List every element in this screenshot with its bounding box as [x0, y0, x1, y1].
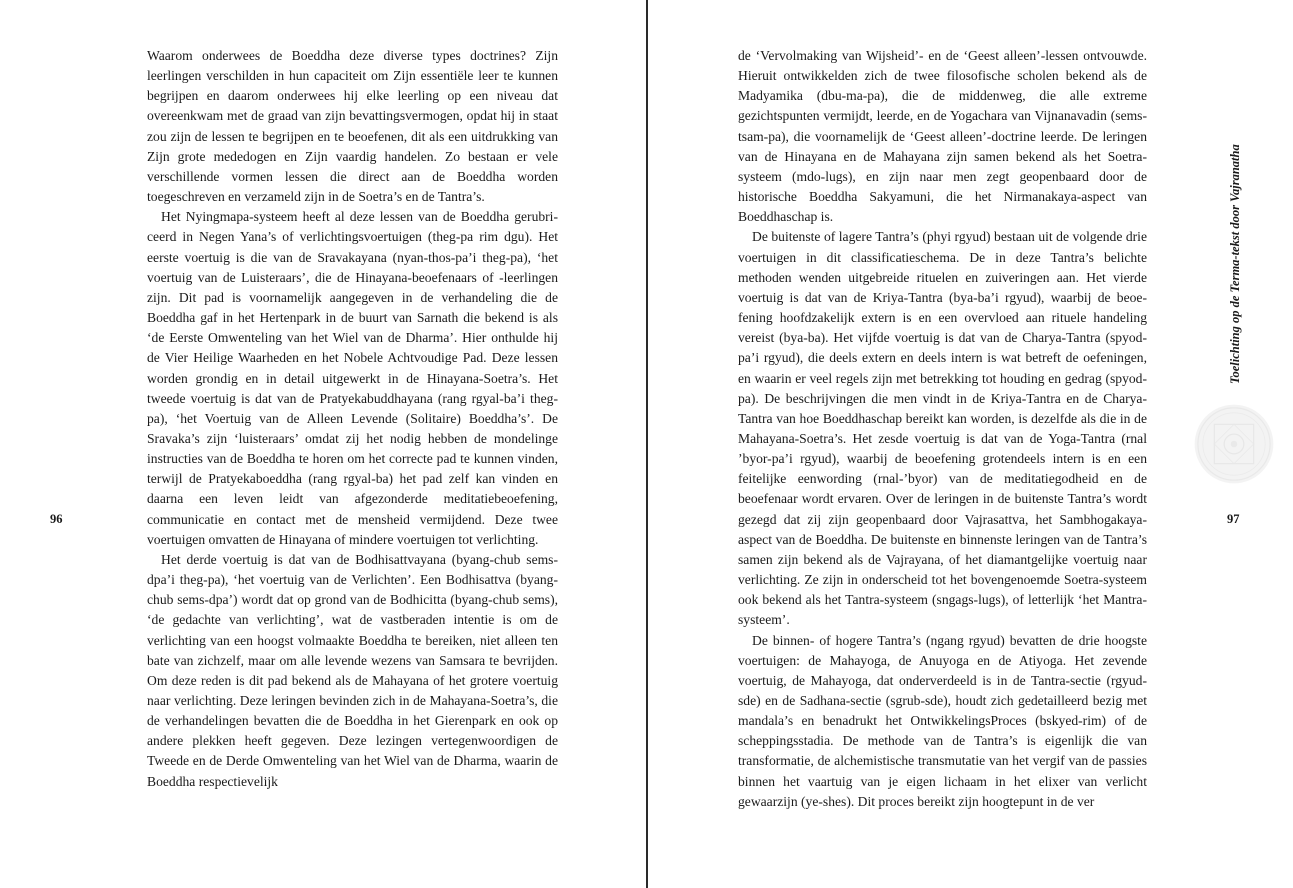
paragraph: Het Nyingmapa-systeem heeft al deze lessen van de Boeddha gerubriceerd in Negen Yana’s of verlichtingsvoertuigen (theg-pa rim dgu). Het eerste voertuig is die van de Sravakayana (nyan-thos-pa’i theg-pa), ‘het voertuig van de Luisteraars’, die de Hinayana-beoefenaars of -leerlingen zijn. Dit pad is voornamelijk aangegeven in de verhandeling die de Boeddha gaf in het Hertenpark in de buurt van Sarnath die bekend is als ‘de Eerste Omwenteling van het Wiel van de Dharma’. Hier onthulde hij de Vier Heilige Waarheden en het Nobele Achtvoudige Pad. Deze lessen worden grondig en in detail uitgewerkt in de Hinayana-Soetra’s. Het tweede voertuig is dat van de Pratyekabuddhayana (rang rgyal-ba’i theg-pa), ‘het Voertuig van de Alleen Levende (Solitaire) Boeddha’s’. De Sravaka’s zijn ‘luisteraars’ omdat zij het nodig hebben de mondelinge instructies van de Boeddha te horen om het correcte pad te kunnen vinden, terwijl de Pratyekaboeddha (rang rgyal-ba) het pad zelf kan vinden en daarna een leven leidt van afgezonderde meditatiebeoefening, communicatie en contact met de mensheid vermijdend. Deze twee voertuigen omvatten de Hinayana of mindere voertuigen tot verlichting. — [147, 209, 558, 547]
running-head: Toelichting op de Terma-tekst door Vajranatha — [1228, 144, 1242, 384]
right-page — [648, 0, 1293, 888]
paragraph: De buitenste of lagere Tantra’s (phyi rgyud) bestaan uit de volgende drie voertuigen in dit classificatieschema. De in deze Tantra’s belichte methoden wenden uitgebreide rituelen en zuiveringen aan. Het vierde voertuig is dat van de Kriya-Tantra (bya-ba’i rgyud), waarbij de beoefening hoofdzakelijk extern is en een overvloed aan rituele handeling vereist (bya-ba). Het vijfde voertuig is dat van de Charya-Tantra (spyod-pa’i rgyud), die deels extern en deels intern is wat betreft de oefeningen, en waarin er veel regels zijn met betrekking tot houding en gedrag (spyod-pa). De beschrijvingen die men vindt in de Kriya-Tantra en de Charya-Tantra van hoe Boeddhaschap bereikt kan worden, is dezelfde als die in de Mahayana-Soetra’s. Het zesde voertuig is dat van de Yoga-Tantra (rnal ’byor-pa’i rgyud), waarbij de beoefening grotendeels intern is en een feitelijke eenwording (rnal-’byor) van de meditatiegodheid en de beoefenaar wordt ervaren. Over de leringen in de buitenste Tantra’s wordt gezegd dat zij zijn geopenbaard door Vajrasattva, het Sambhogakaya-aspect van de Boeddha. De buitenste en binnenste leringen van de Tantra’s samen zijn bekend als de Vajrayana, of het diamantgelijke voertuig naar verlichting. Ze zijn in onderscheid tot het bovengenoemde Soetra-systeem ook bekend als het Tantra-systeem (sngags-lugs), of letterlijk ‘het Mantra-systeem’. — [738, 229, 1147, 628]
right-page-body — [738, 46, 1147, 812]
paragraph: de ‘Vervolmaking van Wijsheid’- en de ‘Geest alleen’-lessen ontvouwde. Hieruit ontwikkelden zich de twee filosofische scholen bekend als de Madyamika (dbu-ma-pa), die de middenweg, die alle extreme gezichtspunten vermijdt, leerde, en de Yogachara van Vijnanavadin (sems-tsam-pa), die voornamelijk de ‘Geest alleen’-doctrine leerde. De leringen van de Hinayana en de Mahayana zijn samen bekend als het Soetra-systeem (mdo-lugs), en zijn naar men zegt geopenbaard door de historische Boeddha Sakyamuni, die het Nirmanakaya-aspect van Boeddhaschap is. — [738, 48, 1147, 225]
left-page-body — [147, 46, 558, 792]
mandala-emblem-icon — [1193, 403, 1275, 485]
left-page — [0, 0, 646, 888]
page-number: 96 — [50, 512, 63, 526]
paragraph: Het derde voertuig is dat van de Bodhisattvayana (byang-chub sems-dpa’i theg-pa), ‘het voertuig van de Verlichten’. Een Bodhisattva (byang-chub sems-dpa’) wordt dat op grond van de Bodhicitta (byang-chub sems), ‘de gedachte van verlichting’, wat de vastberaden intentie is om de verlichting van een hoogst volmaakte Boeddha te bereiken, niet alleen ten bate van zichzelf, maar om alle levende wezens van Samsara te bevrijden. Om deze reden is dit pad bekend als de Mahayana of het grotere voertuig naar verlichting. Deze leringen bevinden zich in de Mahayana-Soetra’s, die de verhandelingen bevatten die de Boeddha in het Gierenpark en ook op andere plekken heeft gegeven. Deze lezingen vertegenwoordigen de Tweede en de Derde Omwenteling van het Wiel van de Dharma, waarin de Boeddha respectievelijk — [147, 551, 558, 789]
paragraph: Waarom onderwees de Boeddha deze diverse types doctrines? Zijn leerlingen verschilden in hun capaciteit om Zijn essentiële leer te kunnen begrijpen en daarom onderwees hij elke leerling op een niveau dat overeenkwam met de graad van zijn bevattingsvermogen, opdat hij in staat zou zijn de lessen te begrijpen en te beoefenen, dit als een uitdrukking van Zijn grote mededogen en Zijn vaardig handelen. Zo bestaan er vele verschillende vormen lessen die direct aan de Boeddha worden toegeschreven en verzameld zijn in de Soetra’s en de Tantra’s. — [147, 48, 558, 205]
paragraph: De binnen- of hogere Tantra’s (ngang rgyud) bevatten de drie hoogste voertuigen: de Mahayoga, de Anuyoga en de Atiyoga. Het zevende voertuig, de Mahayoga, dat onderverdeeld is in de Tantra-sectie (rgyud-sde) en de Sadhana-sectie (sgrub-sde), houdt zich gedetailleerd bezig met mandala’s en benadrukt het OntwikkelingsProces (bskyed-rim) of de scheppingsstadia. De methode van de Tantra’s is eigenlijk die van transformatie, de alchemistische transmutatie van het vergif van de passies binnen het vaartuig van je eigen lichaam in het elixer van verlicht gewaarzijn (ye-shes). Dit proces bereikt zijn hoogtepunt in de ver — [738, 632, 1147, 809]
page-number: 97 — [1227, 512, 1240, 526]
